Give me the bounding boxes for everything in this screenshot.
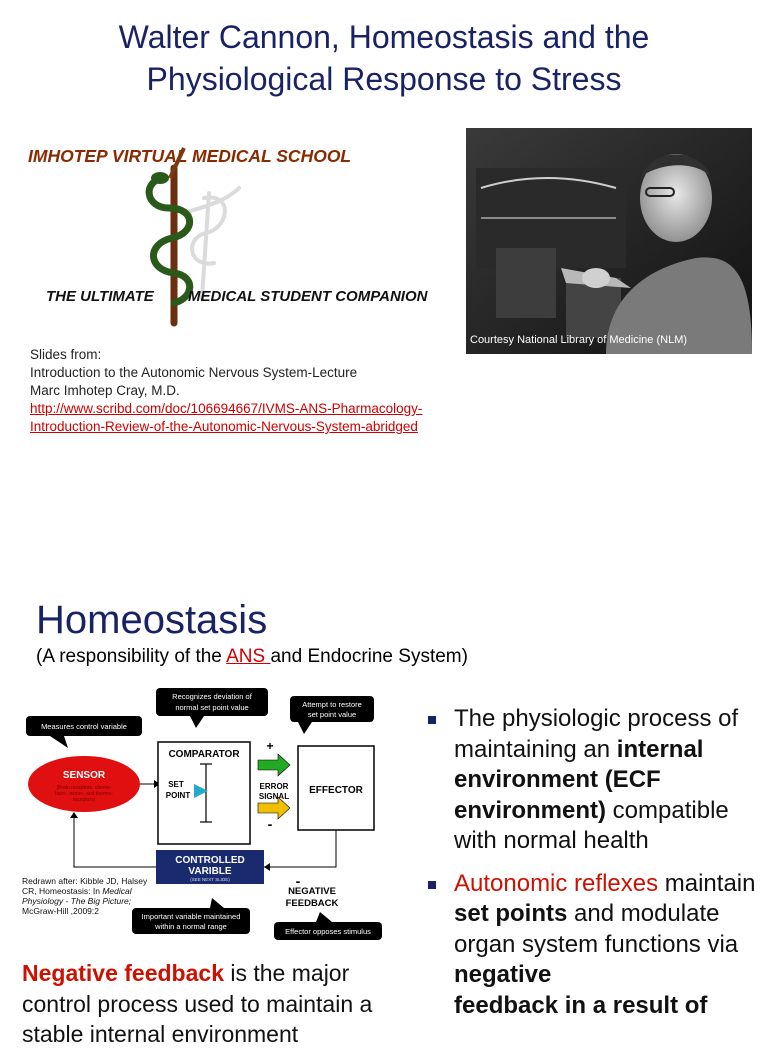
svg-text:NEGATIVE: NEGATIVE [288, 886, 336, 897]
subtitle-post: and Endocrine System) [270, 646, 468, 667]
bullet2-text: maintain [658, 869, 756, 897]
bullet1-bold: internal environment (ECF environment) [454, 735, 704, 824]
slide1-title-line1: Walter Cannon, Homeostasis and the [118, 19, 650, 55]
citation-line1: Redrawn after: Kibble JD, Halsey [22, 876, 148, 886]
bullet2-red: Autonomic reflexes [454, 869, 659, 897]
slide1-title [0, 16, 768, 100]
svg-text:set point value: set point value [307, 710, 357, 719]
effector-box [298, 746, 374, 830]
svg-text:THE ULTIMATE: THE ULTIMATE [46, 288, 154, 305]
svg-text:EFFECTOR: EFFECTOR [309, 785, 363, 796]
bullet-square-icon [428, 881, 436, 889]
sensor-node [28, 756, 140, 812]
slide2-subtitle [36, 646, 468, 668]
source-link-line2[interactable]: Introduction-Review-of-the-Autonomic-Nervous-System-abridged [30, 419, 418, 434]
svg-text:SENSOR: SENSOR [62, 770, 106, 781]
svg-text:SET: SET [168, 780, 184, 789]
slides-source [30, 346, 422, 436]
neg-feedback-cut: stable internal environment [22, 1021, 299, 1047]
bullet2-bold: set points [454, 900, 568, 927]
svg-text:+: + [266, 739, 274, 753]
subtitle-pre: (A responsibility of the [36, 646, 227, 667]
negative-feedback-paragraph [22, 958, 422, 1050]
svg-text:MEDICAL STUDENT COMPANION: MEDICAL STUDENT COMPANION [188, 288, 428, 305]
citation-line4: McGraw-Hill ,2009:2 [22, 906, 99, 916]
svg-text:receptors): receptors) [72, 797, 96, 803]
lecture-title: Introduction to the Autonomic Nervous System-Lecture [30, 365, 358, 380]
svg-text:baro-, osmo-, and thermo-: baro-, osmo-, and thermo- [54, 791, 114, 797]
svg-text:Measures control variable: Measures control variable [41, 722, 127, 731]
callout-recognizes [156, 688, 268, 728]
svg-text:Effector opposes stimulus: Effector opposes stimulus [285, 927, 371, 936]
svg-text:normal set point value: normal set point value [175, 703, 249, 712]
callout-measures [26, 716, 142, 748]
svg-text:ERROR: ERROR [259, 782, 289, 791]
bullet2-cut: feedback in a result of [454, 991, 708, 1019]
photo-credit: Courtesy National Library of Medicine (NLM) [470, 334, 688, 346]
bullet1-text: The physiologic process of maintaining an [454, 705, 739, 763]
svg-text:FEEDBACK: FEEDBACK [285, 898, 339, 909]
svg-text:within a normal range: within a normal range [155, 922, 227, 931]
citation-line3: Physiology - The Big Picture; [22, 896, 132, 906]
svg-text:COMPARATOR: COMPARATOR [168, 749, 240, 760]
svg-text:Recognizes deviation of: Recognizes deviation of [172, 692, 252, 701]
svg-text:IMHOTEP VIRTUAL MEDICAL SCHOOL: IMHOTEP VIRTUAL MEDICAL SCHOOL [28, 146, 352, 166]
author-name: Marc Imhotep Cray, M.D. [30, 383, 180, 398]
neg-feedback-red: Negative feedback [22, 960, 224, 986]
green-arrow-icon [258, 754, 290, 776]
citation-line2: CR, Homeostasis: In [22, 886, 103, 896]
source-link-line1[interactable]: http://www.scribd.com/doc/106694667/IVMS-ANS-Pharmacology- [30, 401, 423, 416]
svg-text:Attempt to restore: Attempt to restore [302, 700, 362, 709]
bullet2-bold2: negative [454, 961, 552, 988]
ans-link[interactable]: ANS [226, 646, 271, 667]
bullet1-tail: compatible with normal health [454, 796, 729, 854]
svg-text:(Brain receptors, chemo-: (Brain receptors, chemo- [56, 785, 112, 791]
walter-cannon-photo [466, 128, 752, 354]
svg-text:-: - [295, 873, 301, 889]
bullet2-text2: and modulate organ system functions via [454, 900, 739, 958]
imhotep-logo [24, 138, 428, 328]
slide1-title-line2: Physiological Response to Stress [146, 61, 622, 97]
bullet-item-2 [426, 869, 766, 1022]
svg-text:VARIBLE: VARIBLE [188, 866, 232, 877]
bullet-item-1 [426, 704, 766, 857]
comparator-box [158, 742, 250, 844]
svg-text:(SEE NEXT SLIDE): (SEE NEXT SLIDE) [190, 877, 230, 882]
bullet-list [426, 704, 766, 1033]
svg-text:POINT: POINT [165, 791, 191, 800]
bullet-square-icon [428, 716, 436, 724]
svg-text:Important variable maintained: Important variable maintained [141, 912, 241, 921]
svg-text:CONTROLLED: CONTROLLED [175, 855, 245, 866]
callout-attempt-restore [290, 696, 374, 734]
slide2-title: Homeostasis [36, 598, 268, 642]
controlled-variable-box [156, 850, 264, 884]
diagram-citation [22, 876, 156, 916]
callout-effector-opposes [274, 912, 382, 940]
svg-text:-: - [267, 816, 273, 832]
svg-text:SIGNAL: SIGNAL [258, 792, 290, 801]
neg-feedback-text: is the major control process used to maintain a [22, 960, 373, 1017]
citation-line2-italic: Medical [102, 886, 132, 896]
slides-from-label: Slides from: [30, 347, 102, 362]
